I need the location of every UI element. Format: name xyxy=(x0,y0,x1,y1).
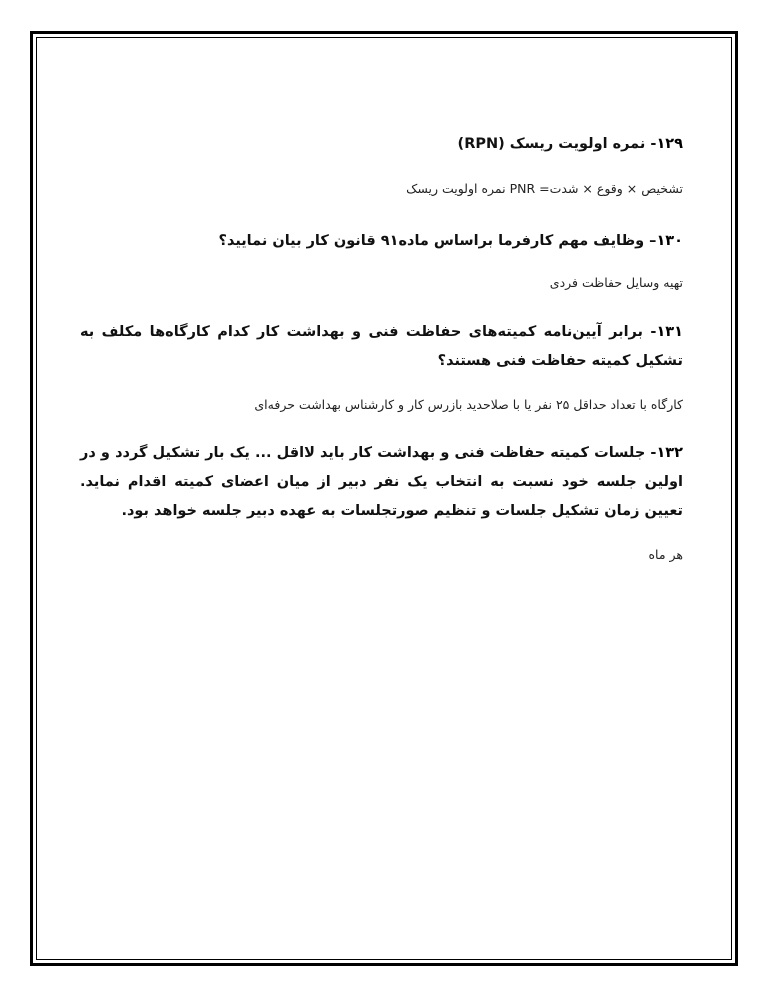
question-132: ۱۳۲- جلسات کمیته حفاظت فنی و بهداشت کار باید لااقل ... یک بار تشکیل گردد و در اولین جلسه خود نسبت به انتخاب یک نفر دبیر از میان اعضای کمیته اقدام نماید. تعیین زمان تشکیل جلسات و تنظیم صورتجلسات به عهده دبیر جلسه خواهد بود. xyxy=(80,445,683,519)
question-129: ۱۲۹- نمره اولویت ریسک (RPN) xyxy=(457,136,683,152)
question-text: برابر آیین‌نامه کمیته‌های حفاظت فنی و بهداشت کار کدام کارگاه‌ها مکلف به تشکیل کمیته حفاظت فنی هستند؟ xyxy=(80,324,683,369)
answer-131: کارگاه با تعداد حداقل ۲۵ نفر یا با صلاحدید بازرس کار و کارشناس بهداشت حرفه‌ای xyxy=(254,397,683,412)
question-text: وظایف مهم کارفرما براساس ماده۹۱ قانون کار بیان نمایید؟ xyxy=(218,233,645,249)
question-number: ۱۲۹ xyxy=(656,136,683,152)
question-text: نمره اولویت ریسک (RPN) xyxy=(457,136,646,152)
answer-129: تشخیص × وقوع × شدت= PNR نمره اولویت ریسک xyxy=(406,181,683,196)
question-131: ۱۳۱- برابر آیین‌نامه کمیته‌های حفاظت فنی و بهداشت کار کدام کارگاه‌ها مکلف به تشکیل کمیته حفاظت فنی هستند؟ xyxy=(80,324,683,369)
question-130: ۱۳۰– وظایف مهم کارفرما براساس ماده۹۱ قانون کار بیان نمایید؟ xyxy=(218,233,683,249)
question-number: ۱۳۱ xyxy=(656,324,683,340)
answer-132: هر ماه xyxy=(648,547,683,562)
answer-130: تهیه وسایل حفاظت فردی xyxy=(549,275,683,290)
question-number: ۱۳۰ xyxy=(656,233,683,249)
question-text: جلسات کمیته حفاظت فنی و بهداشت کار باید لااقل ... یک بار تشکیل گردد و در اولین جلسه خود نسبت به انتخاب یک نفر دبیر از میان اعضای کمیته اقدام نماید. تعیین زمان تشکیل جلسات و تنظیم صورتجلسات به عهده دبیر جلسه خواهد بود. xyxy=(80,445,683,519)
question-number: ۱۳۲ xyxy=(656,445,683,461)
